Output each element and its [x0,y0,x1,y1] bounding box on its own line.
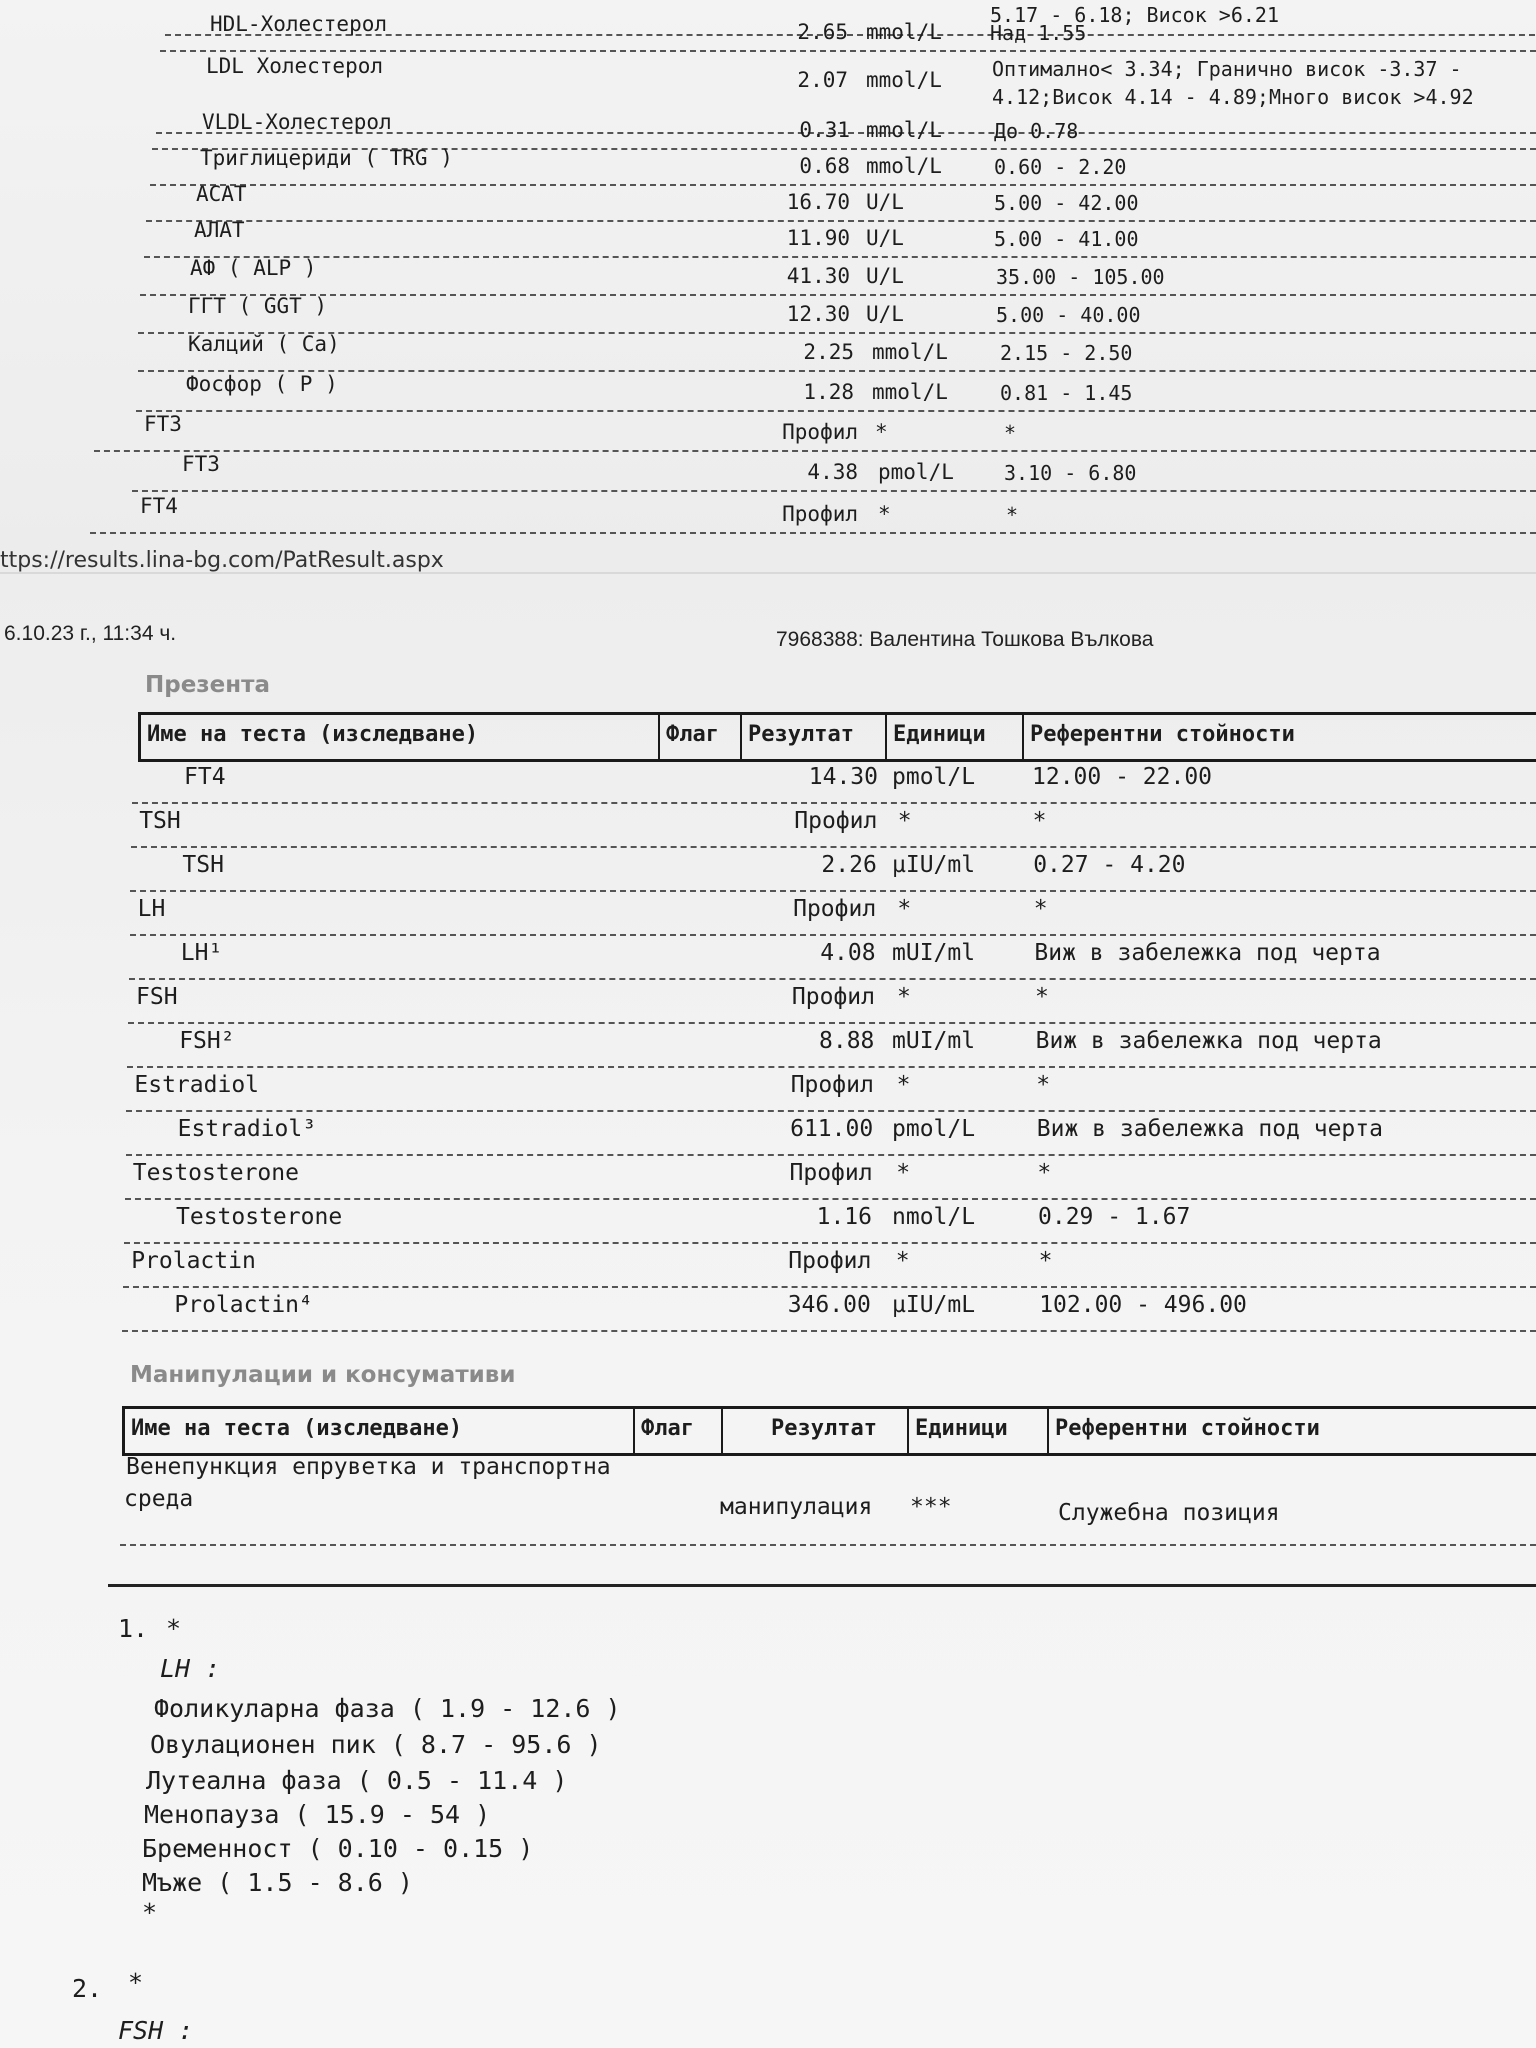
result-unit: µIU/mL [892,1292,976,1318]
th-flag: Флаг [658,715,740,759]
reference-range: 3.10 - 6.80 [1004,461,1137,485]
test-name: АСАТ [196,182,247,206]
reference-range: До 0.78 [994,119,1079,143]
reference-range: Виж в забележка под черта [1036,1116,1383,1142]
lab-results-page-2 [0,574,1536,2048]
test-name: Estradiol [134,1072,260,1098]
result-value: 346.00 [787,1292,871,1318]
reference-range: 5.00 - 42.00 [994,191,1139,215]
divider [132,802,1536,804]
page-url: ttps://results.lina-bg.com/PatResult.aspx [0,548,444,573]
divider [122,1330,1536,1332]
test-name: Фосфор ( P ) [186,372,338,396]
result-value: Профил [793,896,877,922]
test-name: Калций ( Ca) [188,332,340,356]
note-lh-line: Менопауза ( 15.9 - 54 ) [144,1800,491,1829]
reference-range: Виж в забележка под черта [1034,940,1381,966]
th-test-name: Име на теста (изследване) [147,722,479,747]
test-name: FT4 [140,494,178,518]
divider [140,294,1536,296]
result-unit: U/L [866,226,904,250]
print-datetime: 6.10.23 г., 11:34 ч. [4,622,177,645]
divider [128,1022,1536,1024]
divider [90,532,1536,534]
result-value: Профил [789,1160,873,1186]
result-unit: * [896,1072,911,1098]
note-1-number: 1. [118,1614,149,1643]
results-table-header [138,712,1536,762]
result-value: 2.25 [803,340,854,364]
result-value: 0.68 [799,154,850,178]
divider [146,220,1536,222]
reference-range: 102.00 - 496.00 [1039,1292,1247,1318]
reference-range: * [1036,1072,1051,1098]
test-name: АФ ( ALP ) [190,256,317,280]
divider [125,1198,1536,1200]
reference-range: 0.81 - 1.45 [1000,381,1133,405]
result-value: 2.65 [797,20,848,44]
manip-unit: *** [910,1494,952,1520]
result-value: Профил [791,984,875,1010]
test-name: ГГТ ( GGT ) [188,294,328,318]
result-unit: mmol/L [866,118,942,142]
divider [124,1242,1536,1244]
result-value: Профил [790,1072,874,1098]
note-lh-line: Фоликуларна фаза ( 1.9 - 12.6 ) [154,1694,621,1723]
result-unit: mUI/ml [892,1028,976,1054]
divider [138,332,1536,334]
reference-range: 0.27 - 4.20 [1033,852,1186,878]
result-unit: mmol/L [866,20,942,44]
reference-range: Оптимално< 3.34; Гранично висок -3.37 - [992,57,1462,81]
result-value: Профил [782,502,858,526]
manip-name-line2: среда [124,1486,194,1512]
result-value: Профил [794,808,878,834]
reference-range: * [1032,808,1047,834]
reference-range-cont: 4.12;Висок 4.14 - 4.89;Много висок >4.92 [992,85,1474,109]
reference-range: 5.00 - 41.00 [994,227,1139,251]
divider [136,410,1536,412]
test-name: Prolactin [131,1248,256,1274]
divider [130,890,1536,892]
note-lh-line: Лутеална фаза ( 0.5 - 11.4 ) [146,1766,568,1795]
divider [160,50,1536,52]
divider [138,370,1536,372]
note-2-star: * [128,1968,144,1997]
result-unit: U/L [866,264,904,288]
th-result-2: Резултат [721,1409,907,1453]
result-unit: pmol/L [892,764,976,790]
result-unit: * [897,896,912,922]
divider [126,1110,1536,1112]
result-unit: nmol/L [892,1204,976,1230]
result-unit: U/L [866,302,904,326]
reference-range: 0.60 - 2.20 [994,155,1127,179]
result-value: 12.30 [786,302,850,326]
result-unit: mUI/ml [892,940,976,966]
th-test-name-2: Име на теста (изследване) [131,1416,463,1441]
test-name: LH¹ [180,940,223,966]
reference-range: 0.29 - 1.67 [1038,1204,1191,1230]
test-name: FT4 [184,764,226,790]
result-unit: * [897,984,911,1010]
reference-range: 2.15 - 2.50 [1000,341,1133,365]
result-unit: U/L [866,190,904,214]
divider [129,978,1536,980]
lab-results-page-1: 5.17 - 6.18; Висок >6.21 HDL-Холестерол 2.65 mmol/L Над 1.55 LDL Холестерол 2.07 mmol/L Оптимално< 3.34; Гранично висок -3.37 - 4.12;Висок 4.14 - 4.89;Много висок >4.92 VLDL-Холестерол 0.31 mmol/L До 0.78 Триглицериди ( TRG ) 0.68 mmol/L 0.60 - 2.20 АСАТ 16.70 U/L 5.00 - 42.00 АЛАТ 11.90 U/L 5.00 - 41.00 АФ ( ALP ) 41.30 U/L 35.00 - 105.00 ГГТ ( GGT ) 12.30 U/L 5.00 - 40.00 Калций ( Ca) 2.25 mmol/L 2.15 - 2.50 Фосфор ( P ) 1.28 mmol/L 0.81 - 1.45 FT3 Профил * * FT3 4.38 pmol/L 3.10 - 6.80 FT4 Профил * * ttps://results.lina-bg.com/PatResult.aspx [0,0,1536,572]
result-value: Профил [782,420,858,444]
th-result: Резултат [740,715,885,759]
divider [123,1286,1536,1288]
result-value: 1.28 [803,380,854,404]
reference-range: Над 1.55 [990,21,1087,45]
test-name: FT3 [182,452,220,476]
manip-name-line1: Венепункция епруветка и транспортна [126,1454,611,1480]
result-value: 16.70 [786,190,850,214]
reference-range: Виж в забележка под черта [1035,1028,1382,1054]
test-name: LH [137,896,166,922]
test-name: FSH² [179,1028,235,1054]
section-title-presenta: Презента [145,672,271,698]
manip-ref: Служебна позиция [1058,1500,1280,1526]
result-value: 2.07 [797,68,848,92]
result-unit: µIU/ml [892,852,976,878]
divider [144,256,1536,258]
reference-range: * [1035,984,1049,1010]
section-title-manipulations: Манипулации и консумативи [130,1362,516,1388]
test-name: TSH [182,852,224,878]
footnote-rule [108,1584,1536,1587]
note-2-number: 2. [72,1974,103,2003]
th-reference-2: Референтни стойности [1047,1409,1536,1453]
manip-table-header [122,1406,1536,1456]
result-value: 2.26 [821,852,877,878]
divider [126,1154,1536,1156]
result-value: 1.16 [816,1204,872,1230]
test-name: АЛАТ [194,218,245,242]
note-lh-line: Мъже ( 1.5 - 8.6 ) [142,1868,413,1897]
result-value: 14.30 [808,764,878,790]
reference-range: * [1006,503,1019,527]
divider [94,450,1536,452]
reference-range: 12.00 - 22.00 [1032,764,1213,790]
divider [150,184,1536,186]
reference-range: * [1004,421,1017,445]
reference-range: * [1033,896,1048,922]
note-lh-line: Бременност ( 0.10 - 0.15 ) [142,1834,534,1863]
test-name: TSH [139,808,181,834]
reference-range: 5.00 - 40.00 [996,303,1141,327]
result-value: 611.00 [790,1116,874,1142]
note-1-star: * [166,1614,182,1643]
test-name: LDL Холестерол [206,54,384,78]
reference-range: * [1038,1248,1053,1274]
result-value: 4.38 [807,460,858,484]
test-name: Триглицериди ( TRG ) [200,146,453,170]
test-name: Testosterone [176,1204,343,1230]
result-unit: * [895,1248,910,1274]
test-name: Testosterone [132,1160,299,1186]
result-unit: mmol/L [872,340,948,364]
test-name: VLDL-Холестерол [202,110,392,134]
test-name: Prolactin⁴ [174,1292,313,1318]
reference-range: * [1037,1160,1052,1186]
manip-result: манипулация [720,1494,873,1520]
divider [131,846,1536,848]
result-value: 8.88 [819,1028,875,1054]
result-unit: * [875,420,888,444]
note-lh-label: LH : [160,1654,221,1683]
result-value: 4.08 [820,940,876,966]
result-unit: * [878,502,891,526]
result-unit: pmol/L [892,1116,976,1142]
test-name: FSH [136,984,178,1010]
result-unit: mmol/L [872,380,948,404]
result-value: 0.31 [799,118,850,142]
test-name: HDL-Холестерол [210,12,388,36]
th-reference: Референтни стойности [1022,715,1536,759]
result-value: 11.90 [786,226,850,250]
th-units: Единици [885,715,1022,759]
note-lh-line: Овулационен пик ( 8.7 - 95.6 ) [150,1730,602,1759]
result-unit: mmol/L [866,68,942,92]
result-value: Профил [788,1248,872,1274]
divider [132,490,1536,492]
result-unit: mmol/L [866,154,942,178]
test-name: FT3 [144,412,182,436]
note-1-end-star: * [142,1898,158,1927]
patient-id-name: 7968388: Валентина Тошкова Вълкова [776,628,1154,651]
reference-range: 35.00 - 105.00 [996,265,1165,289]
divider [130,934,1536,936]
result-unit: pmol/L [878,460,954,484]
test-name: Estradiol³ [177,1116,317,1142]
divider [127,1066,1536,1068]
note-fsh-label: FSH : [118,2016,194,2045]
result-value: 41.30 [786,264,850,288]
divider [120,1544,1536,1546]
th-flag-2: Флаг [633,1409,721,1453]
th-units-2: Единици [907,1409,1047,1453]
result-unit: * [896,1160,911,1186]
result-unit: * [897,808,912,834]
